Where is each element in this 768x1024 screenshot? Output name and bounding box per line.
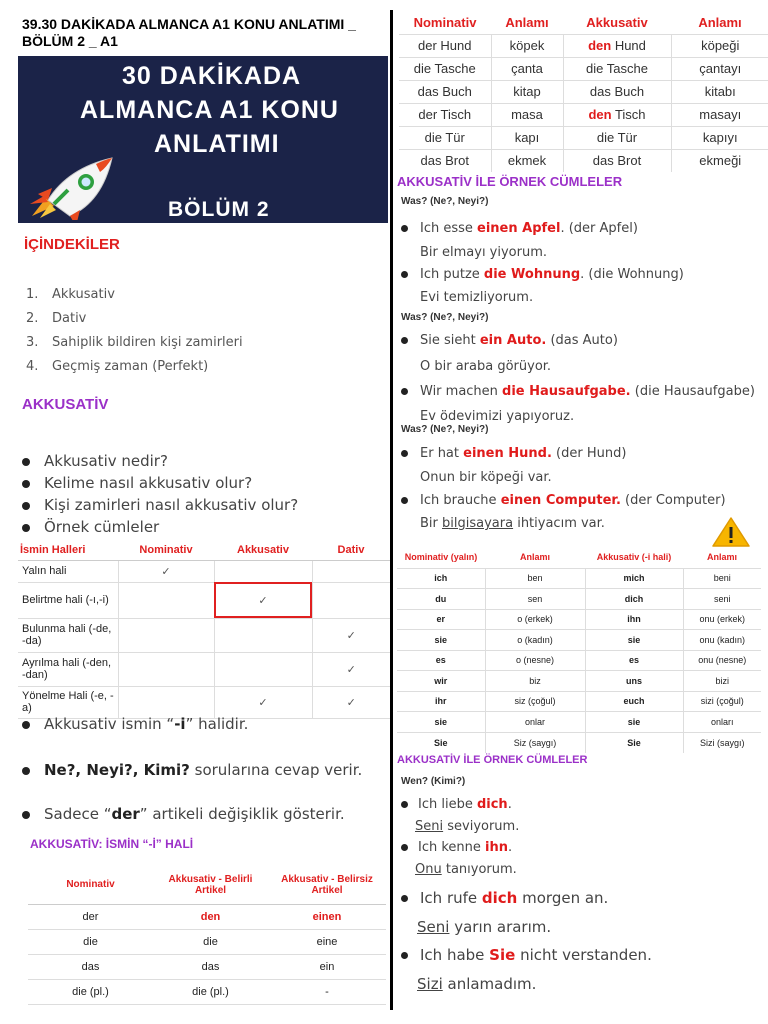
example-sentence: Wir machen die Hausaufgabe. (die Hausaufgabe) xyxy=(401,384,755,399)
example-sentence: Sie sieht ein Auto. (das Auto) xyxy=(401,333,618,348)
table-row: der Hund köpek den Hund köpeği xyxy=(399,34,768,57)
bullet-item: Kelime nasıl akkusativ olur? xyxy=(22,474,298,496)
banner-line-1: 30 DAKİKADA xyxy=(122,62,302,90)
pronoun-header: Akkusativ (-i hali) xyxy=(596,551,672,562)
banner-line-4: BÖLÜM 2 xyxy=(168,198,270,221)
toc-item: 1. Akkusativ xyxy=(26,287,115,302)
banner-line-3: ANLATIMI xyxy=(154,130,280,158)
example-translation: Bir bilgisayara ihtiyacım var. xyxy=(420,516,605,531)
table-row: Yalın hali ✓ xyxy=(18,560,390,582)
akkusativ-heading: AKKUSATİV xyxy=(22,396,109,413)
example-sentence: Ich habe Sie nicht verstanden. xyxy=(401,946,652,964)
artikel-header: Nominativ xyxy=(28,866,153,904)
rocket-icon xyxy=(28,154,118,220)
table-row: ihr siz (çoğul) euch sizi (çoğul) xyxy=(397,691,761,712)
example-sentence: Ich putze die Wohnung. (die Wohnung) xyxy=(401,267,684,282)
toc-item: 4. Geçmiş zaman (Perfekt) xyxy=(26,359,209,374)
example-translation: Bir elmayı yiyorum. xyxy=(420,245,548,260)
toc-list xyxy=(26,287,243,383)
tick-mark: ✓ xyxy=(118,560,214,582)
case-table xyxy=(18,540,390,719)
note-line: Akkusativ ismin “-i” halidir. xyxy=(22,715,248,733)
title-banner xyxy=(18,56,388,223)
examples-heading: AKKUSATİV İLE ÖRNEK CÜMLELER xyxy=(397,174,623,189)
table-row: sie onlar sie onları xyxy=(397,712,761,733)
example-translation: Onun bir köpeği var. xyxy=(420,470,552,485)
table-row: Yönelme Hali (-e, -a) ✓ ✓ xyxy=(18,686,390,718)
table-row: sie o (kadın) sie onu (kadın) xyxy=(397,630,761,651)
example-sentence: Ich liebe dich. xyxy=(401,797,512,812)
bullet-item: Kişi zamirleri nasıl akkusativ olur? xyxy=(22,496,298,518)
toc-item: 2. Dativ xyxy=(26,311,87,326)
table-row: das das ein xyxy=(28,954,386,979)
table-row: Bulunma hali (-de, -da) ✓ xyxy=(18,618,390,652)
table-row: Ayrılma hali (-den, -dan) ✓ xyxy=(18,652,390,686)
warning-icon xyxy=(711,516,751,548)
table-row: das Brot ekmek das Brot ekmeği xyxy=(399,149,768,172)
tick-mark: ✓ xyxy=(312,686,390,718)
artikel-table xyxy=(28,866,386,1005)
toc-item: 3. Sahiplik bildiren kişi zamirleri xyxy=(26,335,243,350)
tick-mark: ✓ xyxy=(312,652,390,686)
example-sentence: Ich esse einen Apfel. (der Apfel) xyxy=(401,221,638,236)
case-table-header: Akkusativ xyxy=(214,540,312,560)
question-label: Was? (Ne?, Neyi?) xyxy=(401,196,489,207)
vocab-header: Anlamı xyxy=(698,15,742,31)
table-row: die Tasche çanta die Tasche çantayı xyxy=(399,57,768,80)
example-sentence: Er hat einen Hund. (der Hund) xyxy=(401,446,626,461)
document-title: 39.30 DAKİKADA ALMANCA A1 KONU ANLATIMI _ BÖLÜM 2 _ A1 xyxy=(22,16,356,49)
example-sentence: Ich kenne ihn. xyxy=(401,840,512,855)
question-label: Was? (Ne?, Neyi?) xyxy=(401,312,489,323)
toc-heading: İÇİNDEKİLER xyxy=(24,236,120,253)
right-column xyxy=(393,0,768,1024)
example-sentence: Ich brauche einen Computer. (der Computer) xyxy=(401,493,726,508)
artikel-heading: AKKUSATİV: İSMİN “-İ” HALİ xyxy=(30,837,194,851)
pronoun-header: Nominativ (yalın) xyxy=(404,551,478,562)
note-line: Sadece “der” artikeli değişiklik gösterir. xyxy=(22,805,345,823)
question-label: Was? (Ne?, Neyi?) xyxy=(401,424,489,435)
example-translation: Ev ödevimizi yapıyoruz. xyxy=(420,409,575,424)
akkusativ-bullet-list xyxy=(22,452,298,540)
pronoun-header: Anlamı xyxy=(706,551,737,562)
bullet-item: Akkusativ nedir? xyxy=(22,452,298,474)
table-row: das Buch kitap das Buch kitabı xyxy=(399,80,768,103)
case-table-header: İsmin Halleri xyxy=(18,540,118,560)
table-row: die die eine xyxy=(28,929,386,954)
table-row: du sen dich seni xyxy=(397,589,761,610)
table-row: wir biz uns bizi xyxy=(397,671,761,692)
tick-mark: ✓ xyxy=(214,686,312,718)
table-row: der den einen xyxy=(28,904,386,929)
case-table-header: Dativ xyxy=(312,540,390,560)
table-row: die (pl.) die (pl.) - xyxy=(28,979,386,1004)
vocab-header: Nominativ xyxy=(413,15,477,31)
vocab-table xyxy=(399,12,768,172)
table-row: die Tür kapı die Tür kapıyı xyxy=(399,126,768,149)
vocab-header: Anlamı xyxy=(505,15,549,31)
tick-mark: ✓ xyxy=(312,618,390,652)
artikel-header: Akkusativ - Belirsiz Artikel xyxy=(268,866,386,904)
bullet-item: Örnek cümleler xyxy=(22,518,298,540)
example-translation: O bir araba görüyor. xyxy=(420,359,552,374)
banner-line-2: ALMANCA A1 KONU xyxy=(80,96,339,124)
example-translation: Seni yarın ararım. xyxy=(417,918,552,936)
table-row: Sie Siz (saygı) Sie Sizi (saygı) xyxy=(397,732,761,753)
case-table-header: Nominativ xyxy=(118,540,214,560)
artikel-header: Akkusativ - Belirli Artikel xyxy=(153,866,268,904)
example-translation: Evi temizliyorum. xyxy=(420,290,534,305)
example-sentence: Ich rufe dich morgen an. xyxy=(401,889,608,907)
table-row: ich ben mich beni xyxy=(397,568,761,589)
pronoun-table xyxy=(397,546,761,753)
highlighted-tick-mark: ✓ xyxy=(214,582,312,618)
question-label: Wen? (Kimi?) xyxy=(401,776,466,787)
table-row: der Tisch masa den Tisch masayı xyxy=(399,103,768,126)
example-translation: Onu tanıyorum. xyxy=(415,862,517,877)
examples-heading: AKKUSATİV İLE ÖRNEK CÜMLELER xyxy=(397,754,588,766)
example-translation: Seni seviyorum. xyxy=(415,819,520,834)
table-row: es o (nesne) es onu (nesne) xyxy=(397,650,761,671)
table-row: er o (erkek) ihn onu (erkek) xyxy=(397,609,761,630)
vocab-header: Akkusativ xyxy=(586,15,648,31)
note-line: Ne?, Neyi?, Kimi? sorularına cevap verir. xyxy=(22,761,362,779)
table-row: Belirtme hali (-ı,-i) ✓ xyxy=(18,582,390,618)
example-translation: Sizi anlamadım. xyxy=(417,975,537,993)
pronoun-header: Anlamı xyxy=(519,551,550,562)
